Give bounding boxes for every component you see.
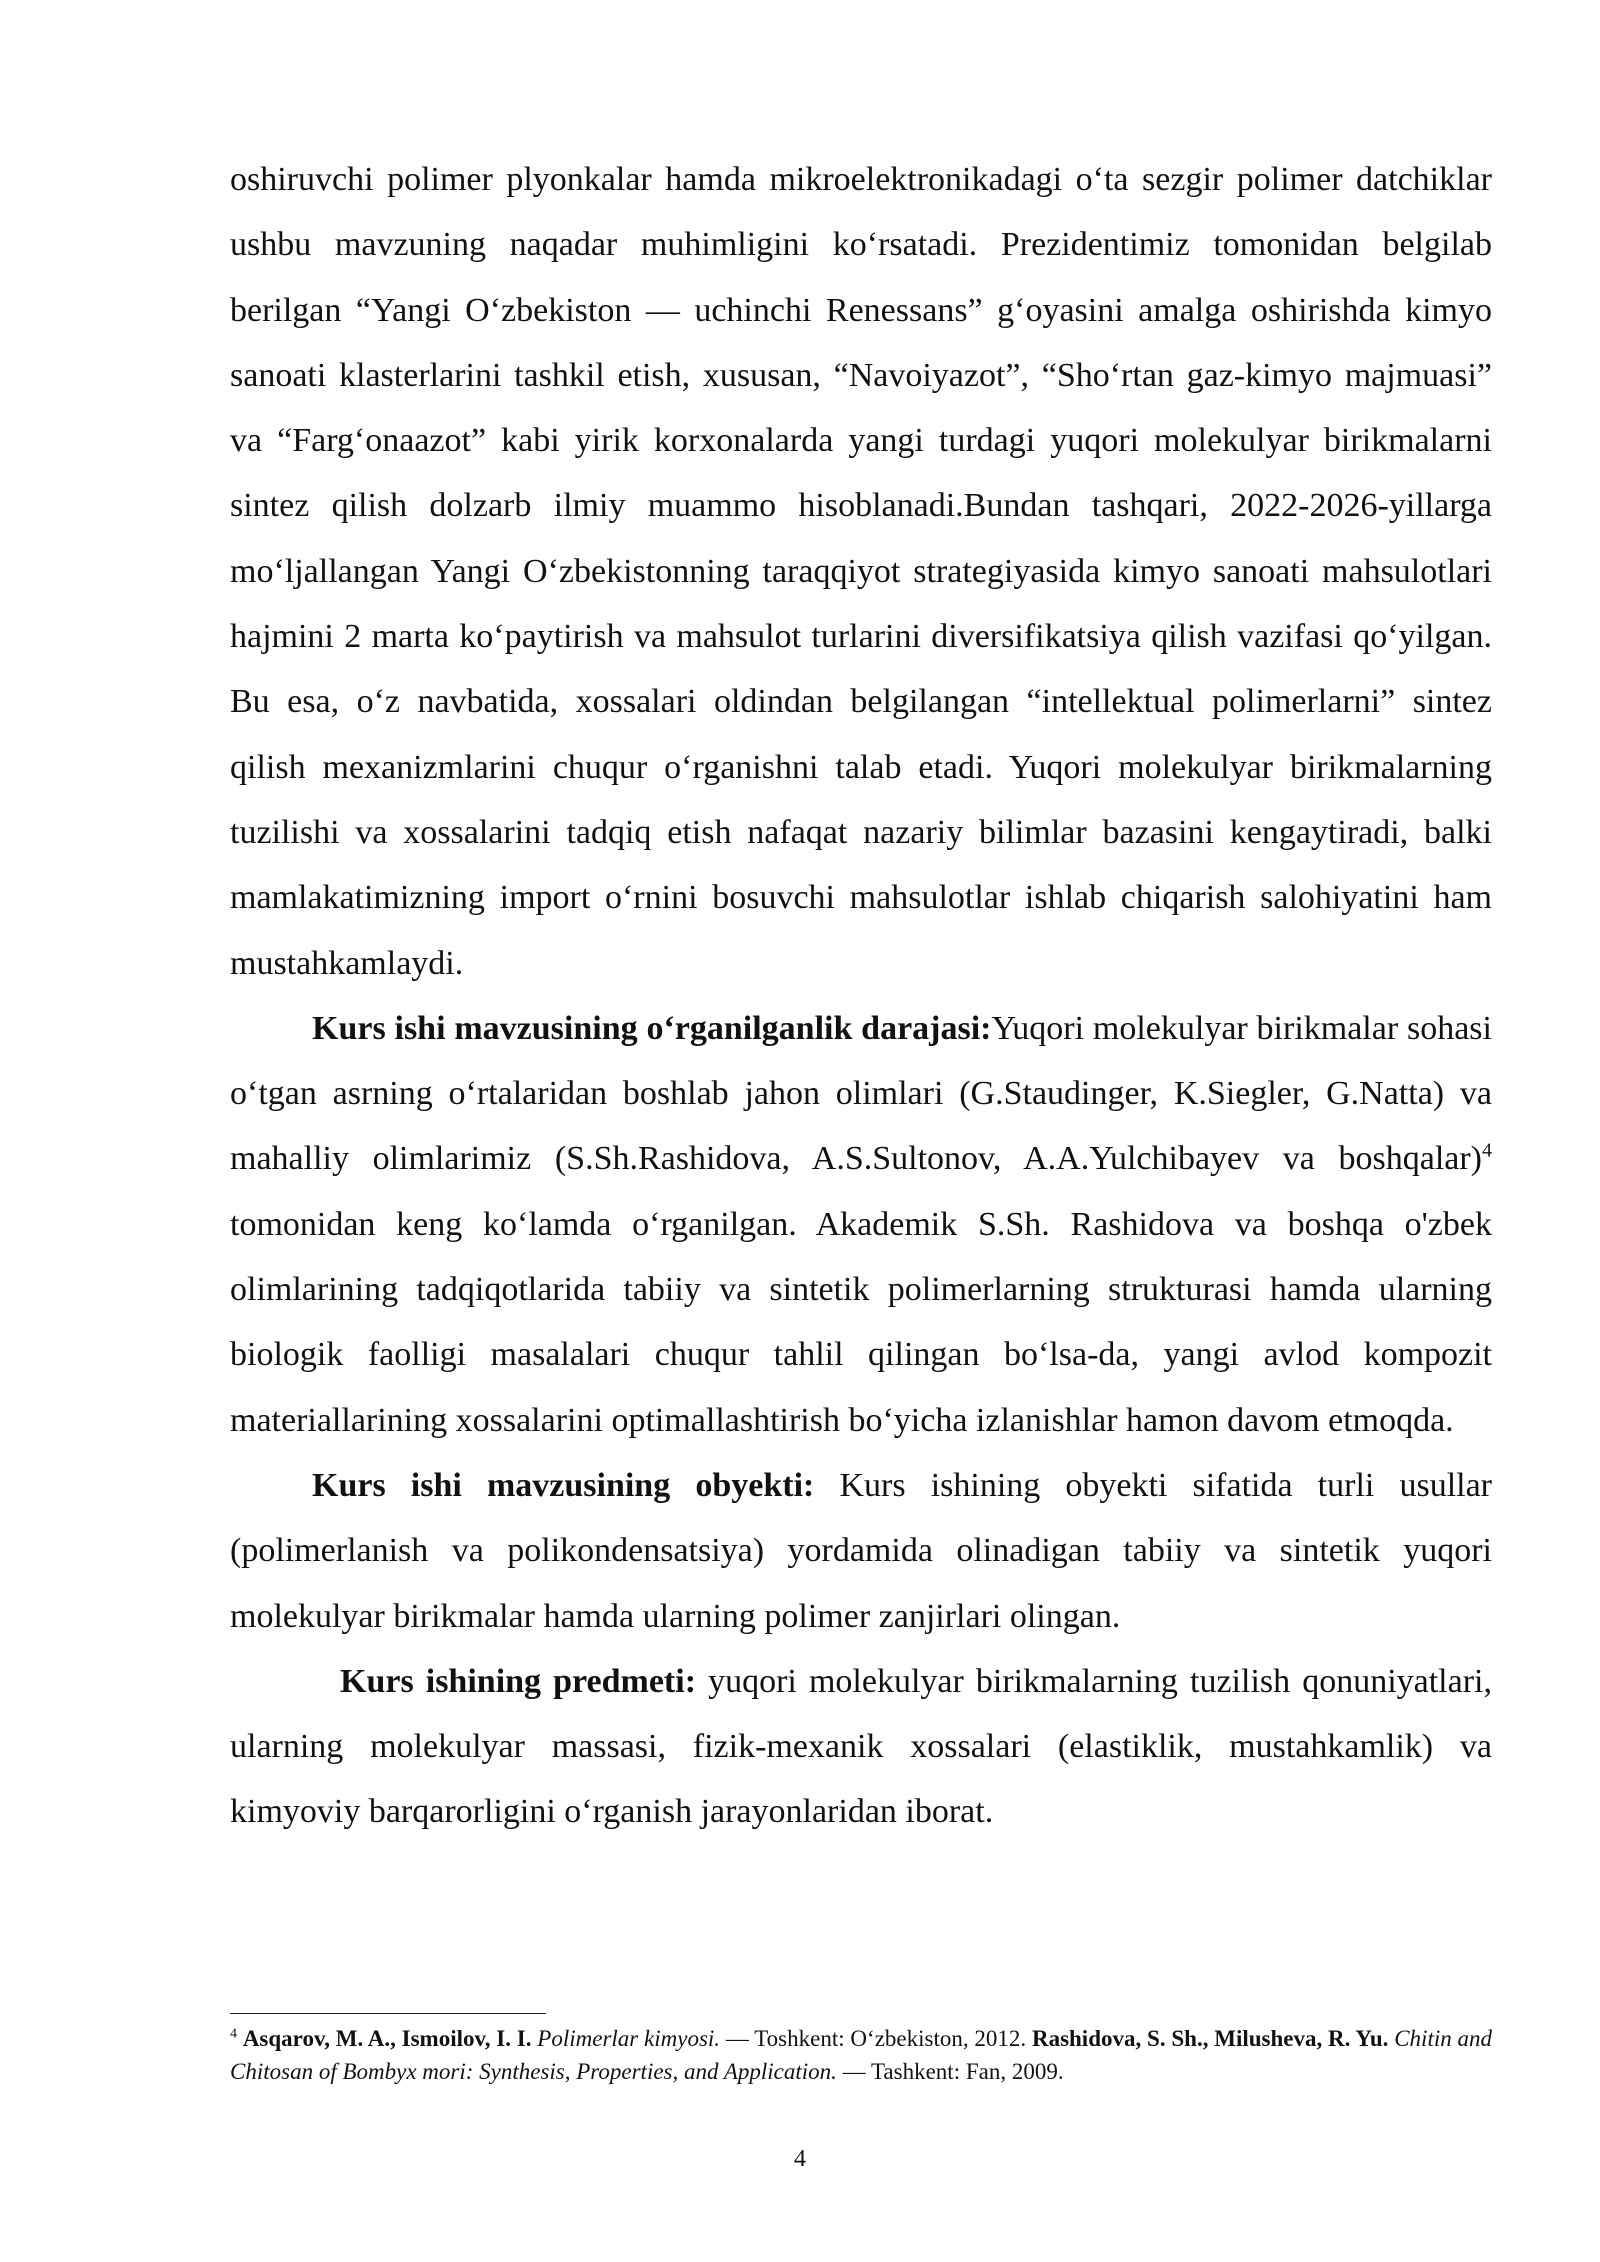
footnote-title-1: Polimerlar kimyosi. — [537, 2026, 721, 2051]
paragraph-object — [230, 1453, 1492, 1649]
paragraph-intro — [230, 147, 1492, 996]
study-level-heading: Kurs ishi mavzusining o‘rganilganlik darajasi: — [312, 1009, 992, 1047]
footnote — [230, 2022, 1492, 2088]
footnote-author-2: Rashidova, S. Sh., Milusheva, R. Yu. — [1031, 2026, 1389, 2051]
footnote-publisher-2: — Tashkent: Fan, 2009. — [836, 2059, 1064, 2084]
study-level-text-b: tomonidan keng ko‘lamda o‘rganilgan. Akademik S.Sh. Rashidova va boshqa o'zbek olimlarining tadqiqotlarida tabiiy va sintetik polimerlarning strukturasi hamda ularning biologik faolligi masalalari chuqur tahlil qilingan bo‘lsa-da, yangi avlod kompozit materiallarining xossalarini optimallashtirish bo‘yicha izlanishlar hamon davom etmoqda. — [230, 1205, 1492, 1439]
object-text: Kurs ishining obyekti sifatida turli usullar (polimerlanish va polikondensatsiya) yordamida olinadigan tabiiy va sintetik yuqori molekulyar birikmalar hamda ularning polimer zanjirlari olingan. — [230, 1466, 1492, 1635]
object-heading: Kurs ishi mavzusining obyekti: — [312, 1466, 815, 1504]
subject-heading: Kurs ishining predmeti: — [340, 1662, 697, 1700]
footnote-marker: 4 — [230, 2026, 237, 2042]
footnote-separator — [230, 2013, 546, 2014]
footnote-publisher-1: — Toshkent: O‘zbekiston, 2012. — [720, 2026, 1032, 2051]
study-level-text-a: Yuqori molekulyar birikmalar sohasi o‘tgan asrning o‘rtalaridan boshlab jahon olimlari (G.Staudinger, K.Siegler, G.Natta) va mahalliy olimlarimiz (S.Sh.Rashidova, A.S.Sultonov, A.A.Yulchibayev va boshqalar) — [230, 1009, 1492, 1178]
footnote-author-1: Asqarov, M. A., Ismoilov, I. I. — [242, 2026, 532, 2051]
page-number: 4 — [794, 2146, 806, 2172]
paragraph-study-level — [230, 996, 1492, 1453]
paragraph-intro-text: oshiruvchi polimer plyonkalar hamda mikroelektronikadagi o‘ta sezgir polimer datchiklar ushbu mavzuning naqadar muhimligini ko‘rsatadi. Prezidentimiz tomonidan belgilab berilgan “Yangi O‘zbekiston — uchinchi Renessans” g‘oyasini amalga oshirishda kimyo sanoati klasterlarini tashkil etish, xususan, “Navoiyazot”, “Sho‘rtan gaz-kimyo majmuasi” va “Farg‘onaazot” kabi yirik korxonalarda yangi turdagi yuqori molekulyar birikmalarni sintez qilish dolzarb ilmiy muammo hisoblanadi.Bundan tashqari, 2022-2026-yillarga mo‘ljallangan Yangi O‘zbekistonning taraqqiyot strategiyasida kimyo sanoati mahsulotlari hajmini 2 marta ko‘paytirish va mahsulot turlarini diversifikatsiya qilish vazifasi qo‘yilgan. Bu esa, o‘z navbatida, xossalari oldindan belgilangan “intellektual polimerlarni” sintez qilish mexanizmlarini chuqur o‘rganishni talab etadi. Yuqori molekulyar birikmalarning tuzilishi va xossalarini tadqiq etish nafaqat nazariy bilimlar bazasini kengaytiradi, balki mamlakatimizning import o‘rnini bosuvchi mahsulotlar ishlab chiqarish salohiyatini ham mustahkamlaydi. — [230, 161, 1492, 982]
footnote-reference[interactable]: 4 — [1482, 1140, 1492, 1163]
body-text — [230, 147, 1492, 1845]
subject-text: yuqori molekulyar birikmalarning tuzilish qonuniyatlari, ularning molekulyar massasi, fizik-mexanik xossalari (elastiklik, mustahkamlik) va kimyoviy barqarorligini o‘rganish jarayonlaridan iborat. — [230, 1662, 1492, 1831]
footnote-title-2: Chitin and Chitosan of Bombyx mori: Synthesis, Properties, and Application. — [230, 2026, 1493, 2084]
paragraph-subject — [230, 1649, 1492, 1845]
